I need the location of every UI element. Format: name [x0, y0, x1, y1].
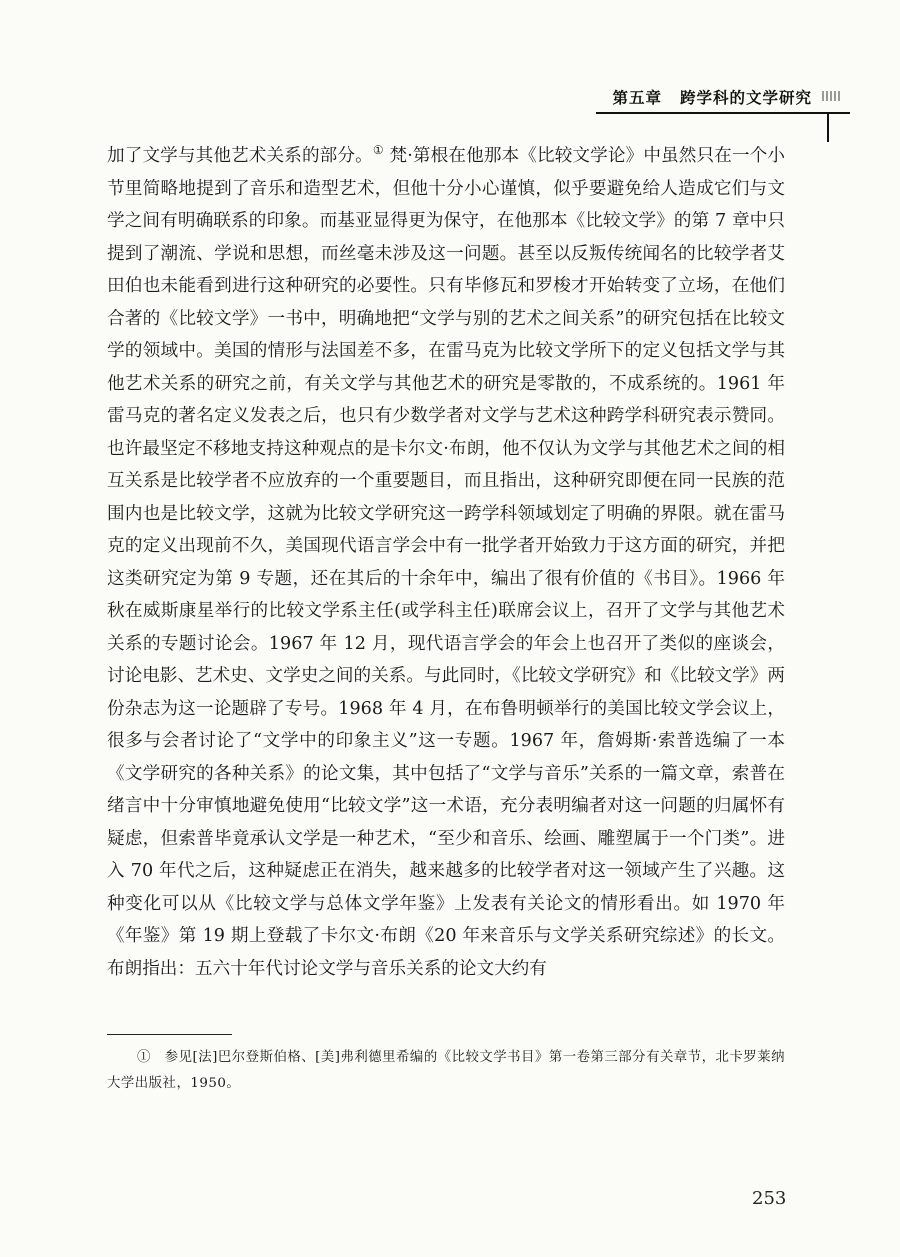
chapter-title: 跨学科的文学研究: [679, 89, 812, 107]
footnote-text: ① 参见[法]巴尔登斯伯格、[美]弗利德里希编的《比较文学书目》第一卷第三部分有关章节，北卡罗莱纳大学出版社，1950。: [107, 1050, 785, 1091]
body-text: [107, 140, 785, 985]
header-ornament: [822, 91, 840, 101]
page-number: 253: [752, 1188, 787, 1209]
footnote: [107, 1045, 785, 1097]
header-rule: [596, 112, 850, 114]
footnote-rule: [107, 1034, 232, 1035]
running-head: [612, 86, 812, 108]
footnote-reference: ①: [372, 143, 384, 158]
body-text-lead: 加了文学与其他艺术关系的部分。: [107, 146, 373, 166]
body-paragraph: [107, 140, 785, 985]
body-text-main: 梵·第根在他那本《比较文学论》中虽然只在一个小节里简略地提到了音乐和造型艺术，但他十分小心谨慎，似乎要避免给人造成它们与文学之间有明确联系的印象。而基亚显得更为保守，在他那本《比较文学》的第 7 章中只提到了潮流、学说和思想，而丝毫未涉及这一问题。甚至以反叛传统闻名的比较学者艾田伯也未能看到进行这种研究的必要性。只有毕修瓦和罗梭才开始转变了立场，在他们合著的《比较文学》一书中，明确地把“文学与别的艺术之间关系”的研究包括在比较文学的领域中。美国的情形与法国差不多，在雷马克为比较文学所下的定义包括文学与其他艺术关系的研究之前，有关文学与其他艺术的研究是零散的，不成系统的。1961 年雷马克的著名定义发表之后，也只有少数学者对文学与艺术这种跨学科研究表示赞同。也许最坚定不移地支持这种观点的是卡尔文·布朗，他不仅认为文学与其他艺术之间的相互关系是比较学者不应放弃的一个重要题目，而且指出，这种研究即便在同一民族的范围内也是比较文学，这就为比较文学研究这一跨学科领域划定了明确的界限。就在雷马克的定义出现前不久，美国现代语言学会中有一批学者开始致力于这方面的研究，并把这类研究定为第 9 专题，还在其后的十余年中，编出了很有价值的《书目》。1966 年秋在威斯康星举行的比较文学系主任(或学科主任)联席会议上，召开了文学与其他艺术关系的专题讨论会。1967 年 12 月，现代语言学会的年会上也召开了类似的座谈会，讨论电影、艺术史、文学史之间的关系。与此同时，《比较文学研究》和《比较文学》两份杂志为这一论题辟了专号。1968 年 4 月，在布鲁明顿举行的美国比较文学会议上，很多与会者讨论了“文学中的印象主义”这一专题。1967 年，詹姆斯·索普选编了一本《文学研究的各种关系》的论文集，其中包括了“文学与音乐”关系的一篇文章，索普在绪言中十分审慎地避免使用“比较文学”这一术语，充分表明编者对这一问题的归属怀有疑虑，但索普毕竟承认文学是一种艺术，“至少和音乐、绘画、雕塑属于一个门类”。进入 70 年代之后，这种疑虑正在消失，越来越多的比较学者对这一领域产生了兴趣。这种变化可以从《比较文学与总体文学年鉴》上发表有关论文的情形看出。如 1970 年《年鉴》第 19 期上登载了卡尔文·布朗《20 年来音乐与文学关系研究综述》的长文。布朗指出：五六十年代讨论文学与音乐关系的论文大约有: [107, 146, 785, 979]
chapter-number: 第五章: [612, 89, 662, 107]
header-rule-tick: [827, 112, 829, 142]
